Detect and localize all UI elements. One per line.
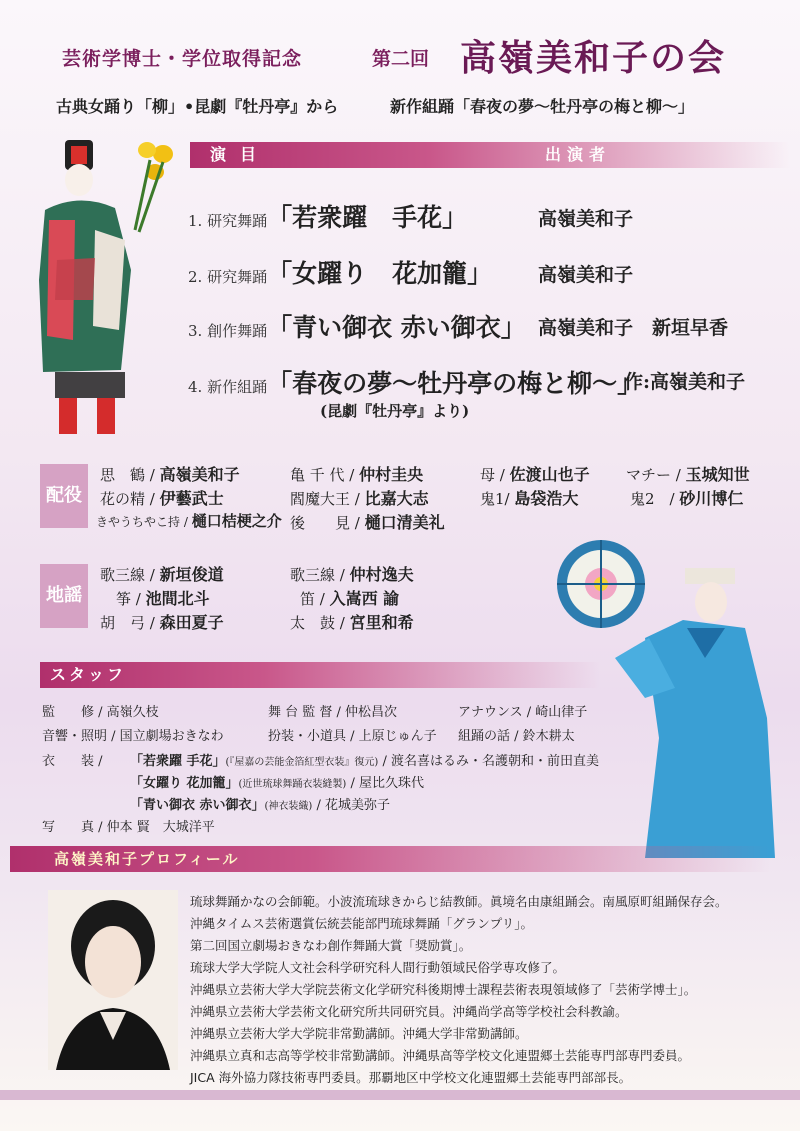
bottom-border [0,1090,800,1100]
profile-line-3: 第二回国立劇場おきなわ創作舞踊大賞「奨励賞」。 [190,938,472,953]
profile-portrait [48,890,178,1070]
profile-line-5: 沖縄県立芸術大学大学院芸術文化学研究科後期博士課程芸術表現領域修了「芸術学博士」。 [190,982,697,997]
staff-row-1a: 監 修 / 高嶺久枝 [42,705,159,720]
program-header-bar [190,142,790,168]
program-performer-1: 高嶺美和子 [538,208,634,230]
music-row-2a: 筝 / 池間北斗 [116,589,210,608]
cast-row-2a: 花の精 / 伊藝武士 [100,489,224,508]
program-performer-3: 高嶺美和子 新垣早香 [538,317,729,339]
program-item-4: 4. 新作組踊「春夜の夢〜牡丹亭の梅と柳〜」 [188,369,643,398]
profile-line-9: JICA 海外協力隊技術専門委員。那覇地区中学校文化連盟郷土芸能専門部部長。 [190,1070,632,1085]
profile-line-2: 沖縄タイムス芸術選賞伝統芸能部門琉球舞踊「グランプリ」。 [190,916,534,931]
music-row-3b: 太 鼓 / 宮里和希 [290,613,414,632]
cast-row-2b: 閻魔大王 / 比嘉大志 [290,489,429,508]
staff-row-2c: 組踊の話 / 鈴木耕太 [458,729,575,744]
staff-header-bar: スタッフ [40,662,600,688]
cast-row-2c: 鬼1/ 島袋浩大 [480,489,579,508]
cast-row-1c: 母 / 佐渡山也子 [480,465,590,484]
music-label: 地謡 [40,564,88,628]
header-edition: 第二回 [372,48,430,70]
staff-costume-line-3: 「青い御衣 赤い御衣」(神衣装織) / 花城美弥子 [130,798,390,813]
subtitle-left: 古典女踊り「柳」•昆劇『牡丹亭』から [56,97,339,116]
header-subtitle: 芸術学博士・学位取得記念 [62,48,303,70]
staff-costume-line-1: 「若衆躍 手花」(『屋嘉の芸能金箔紅型衣装』復元) / 渡名喜はるみ・名護朝和・前田直美 [130,754,599,769]
cast-row-1d: マチー / 玉城知世 [626,465,750,484]
cast-row-1a: 思 鶴 / 高嶺美和子 [100,465,240,484]
program-performer-4: 作:高嶺美和子 [624,371,746,393]
subtitle-right: 新作組踊「春夜の夢〜牡丹亭の梅と柳〜」 [390,97,695,116]
music-row-2b: 笛 / 入嵩西 諭 [300,589,400,608]
cast-row-3b: 後 見 / 樋口清美礼 [290,513,445,532]
staff-row-2b: 扮装・小道具 / 上原じゅん子 [268,729,437,744]
program-head-left: 演目 [210,145,271,164]
profile-line-4: 琉球大学大学院人文社会科学研究科人間行動領域民俗学専攻修了。 [190,960,566,975]
profile-line-8: 沖縄県立真和志高等学校非常勤講師。沖縄県高等学校文化連盟郷土芸能専門部専門委員。 [190,1048,691,1063]
staff-row-2a: 音響・照明 / 国立劇場おきなわ [42,729,224,744]
staff-costume-line-2: 「女躍り 花加籠」(近世琉球舞踊衣装縫製) / 屋比久珠代 [130,776,424,791]
cast-row-3a: きやうちやこ持 / 樋口桔梗之介 [96,512,282,530]
music-row-1b: 歌三線 / 仲村逸夫 [290,565,414,584]
profile-line-6: 沖縄県立芸術大学芸術文化研究所共同研究員。沖縄尚学高等学校社会科教諭。 [190,1004,628,1019]
staff-row-1b: 舞 台 監 督 / 仲松昌次 [268,705,398,720]
staff-photo: 写 真 / 仲本 賢 大城洋平 [42,820,215,835]
program-item-2: 2. 研究舞踊「女躍り 花加籠」 [188,259,493,288]
program-item-1: 1. 研究舞踊「若衆躍 手花」 [188,203,468,232]
cast-row-1b: 亀 千 代 / 仲村圭央 [290,465,424,484]
profile-line-7: 沖縄県立芸術大学大学院非常勤講師。沖縄大学非常勤講師。 [190,1026,528,1041]
program-item-3: 3. 創作舞踊「青い御衣 赤い御衣」 [188,313,526,342]
music-row-1a: 歌三線 / 新垣俊道 [100,565,224,584]
page-title: 高嶺美和子の会 [460,37,727,79]
dancer-left-illustration [35,140,175,440]
staff-costume-label: 衣 装 / [42,754,103,769]
program-note: (昆劇『牡丹亭』より) [320,402,470,420]
program-head-right: 出演者 [545,145,612,164]
cast-row-2d: 鬼2 / 砂川博仁 [630,489,744,508]
music-row-3a: 胡 弓 / 森田夏子 [100,613,224,632]
cast-label: 配役 [40,464,88,528]
staff-row-1c: アナウンス / 崎山律子 [458,705,588,720]
dancer-right-illustration [555,538,780,868]
profile-header-bar: 高嶺美和子プロフィール [10,846,770,872]
profile-line-1: 琉球舞踊かなの会師範。小波流琉球きからじ結教師。眞境名由康組踊会。南風原町組踊保存会。 [190,894,728,909]
program-performer-2: 高嶺美和子 [538,264,634,286]
